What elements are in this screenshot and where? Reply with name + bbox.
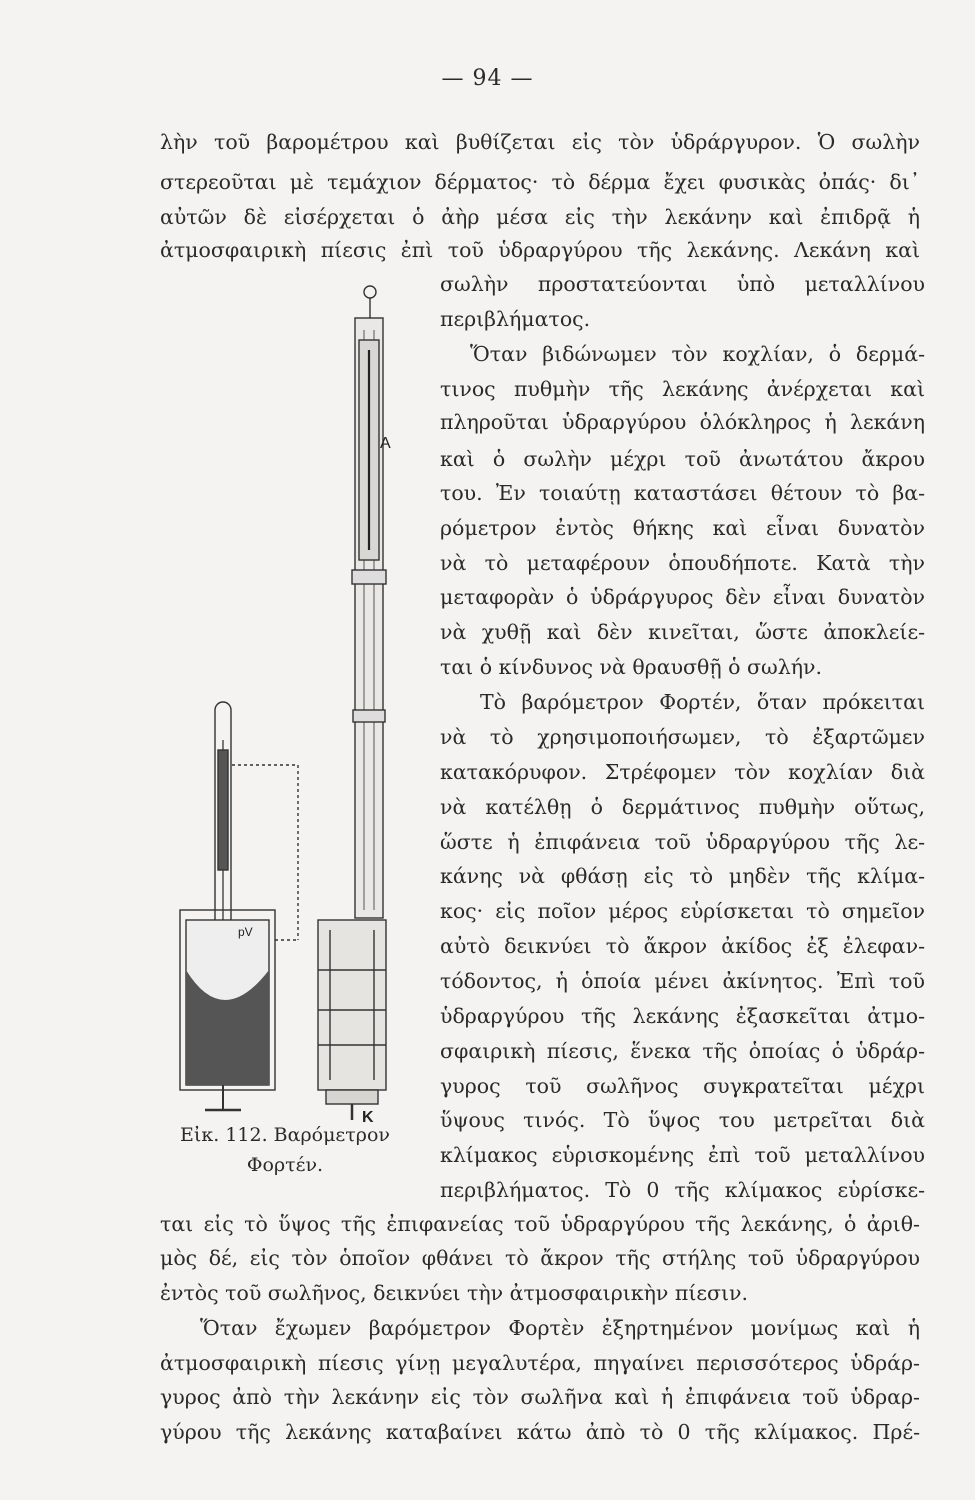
text-line: σωλὴν προστατεύονται ὑπὸ μεταλλίνου: [440, 272, 925, 296]
text-line: Ὅταν ἔχωμεν βαρόμετρον Φορτὲν ἐξηρτημένον μονίμως καὶ ἡ: [200, 1316, 920, 1340]
text-line: στερεοῦται μὲ τεμάχιον δέρματος· τὸ δέρμα ἔχει φυσικὰς ὀπάς· δι᾽: [160, 170, 920, 194]
text-line: αὐτῶν δὲ εἰσέρχεται ὁ ἀὴρ μέσα εἰς τὴν λεκάνην καὶ ἐπιδρᾷ ἡ: [160, 205, 920, 229]
text-line: μὸς δέ, εἰς τὸν ὁποῖον φθάνει τὸ ἄκρον τῆς στήλης τοῦ ὑδραργύρου: [160, 1246, 920, 1270]
text-line: Τὸ βαρόμετρον Φορτέν, ὅταν πρόκειται: [480, 690, 925, 714]
figure-label-a: A: [380, 435, 391, 452]
text-line: μεταφορὰν ὁ ὑδράργυρος δὲν εἶναι δυνατὸν: [440, 585, 925, 609]
text-line: νὰ χυθῇ καὶ δὲν κινεῖται, ὥστε ἀποκλείε-: [440, 620, 925, 644]
text-line: κατακόρυφον. Στρέφομεν τὸν κοχλίαν διὰ: [440, 760, 925, 784]
figure-label-k: K: [362, 1109, 374, 1126]
text-line: κλίμακος εὑρισκομένης ἐπὶ τοῦ μεταλλίνου: [440, 1143, 925, 1167]
page-number: — 94 —: [441, 66, 534, 91]
text-line: ρόμετρον ἐντὸς θήκης καὶ εἶναι δυνατὸν: [440, 516, 925, 540]
text-line: κάνης νὰ φθάσῃ εἰς τὸ μηδὲν τῆς κλίμα-: [440, 864, 925, 888]
barometer-hook: [364, 286, 376, 298]
text-line: γυρος τοῦ σωλῆνος συγκρατεῖται μέχρι: [440, 1074, 925, 1098]
text-line: ἐντὸς τοῦ σωλῆνος, δεικνύει τὴν ἀτμοσφαιρικὴν πίεσιν.: [160, 1281, 749, 1305]
text-line: ἀτμοσφαιρικὴ πίεσις γίνῃ μεγαλυτέρα, πηγαίνει περισσότερος ὑδράρ-: [160, 1351, 920, 1375]
text-line: περιβλήματος.: [440, 307, 591, 331]
text-line: γύρου τῆς λεκάνης καταβαίνει κάτω ἀπὸ τὸ 0 τῆς κλίμακος. Πρέ-: [160, 1420, 920, 1444]
text-line: Ὅταν βιδώνωμεν τὸν κοχλίαν, ὁ δερμά-: [470, 342, 925, 366]
text-line: νὰ τὸ χρησιμοποιήσωμεν, τὸ ἐξαρτῶμεν: [440, 725, 925, 749]
text-line: τόδοντος, ἡ ὁποία μένει ἀκίνητος. Ἐπὶ τοῦ: [440, 969, 925, 993]
figure-caption: Εἰκ. 112. Βαρόμετρον: [180, 1124, 390, 1146]
text-line: τινος πυθμὴν τῆς λεκάνης ἀνέρχεται καὶ: [440, 377, 925, 401]
text-line: νὰ τὸ μεταφέρουν ὁπουδήποτε. Κατὰ τὴν: [440, 551, 925, 575]
text-line: ται εἰς τὸ ὕψος τῆς ἐπιφανείας τοῦ ὑδραργύρου τῆς λεκάνης, ὁ ἀριθ-: [160, 1212, 920, 1236]
text-line: ὥστε ἡ ἐπιφάνεια τοῦ ὑδραργύρου τῆς λε-: [440, 830, 925, 854]
text-line: κος· εἰς ποῖον μέρος εὑρίσκεται τὸ σημεῖον: [440, 899, 925, 923]
figure-caption: Φορτέν.: [246, 1154, 324, 1176]
text-line: ὕψους τινός. Τὸ ὕψος του μετρεῖται διὰ: [440, 1108, 925, 1132]
text-line: πληροῦται ὑδραργύρου ὁλόκληρος ἡ λεκάνη: [440, 410, 925, 434]
text-line: σφαιρικὴ πίεσις, ἕνεκα τῆς ὁποίας ὁ ὑδράρ-: [440, 1039, 925, 1063]
text-line: καὶ ὁ σωλὴν μέχρι τοῦ ἀνωτάτου ἄκρου: [440, 447, 925, 471]
text-line: ἀτμοσφαιρικὴ πίεσις ἐπὶ τοῦ ὑδραργύρου τῆς λεκάνης. Λεκάνη καὶ: [160, 238, 920, 262]
barometer-figure: [150, 270, 430, 1140]
text-line: περιβλήματος. Τὸ 0 τῆς κλίμακος εὑρίσκε-: [440, 1178, 925, 1202]
text-line: ται ὁ κίνδυνος νὰ θραυσθῇ ὁ σωλήν.: [440, 655, 822, 679]
figure-label-inset: pV: [238, 925, 253, 939]
barometer-cistern: [318, 920, 386, 1090]
text-line: λὴν τοῦ βαρομέτρου καὶ βυθίζεται εἰς τὸν ὑδράργυρον. Ὁ σωλὴν: [160, 130, 920, 154]
text-line: του. Ἐν τοιαύτῃ καταστάσει θέτουν τὸ βα-: [440, 481, 925, 505]
text-line: νὰ κατέλθῃ ὁ δερμάτινος πυθμὴν οὕτως,: [440, 795, 925, 819]
text-line: γυρος ἀπὸ τὴν λεκάνην εἰς τὸν σωλῆνα καὶ ἡ ἐπιφάνεια τοῦ ὑδραρ-: [160, 1385, 920, 1409]
text-line: ὑδραργύρου τῆς λεκάνης ἐξασκεῖται ἀτμο-: [440, 1004, 925, 1028]
text-line: αὐτὸ δεικνύει τὸ ἄκρον ἀκίδος ἐξ ἐλεφαν-: [440, 934, 925, 958]
